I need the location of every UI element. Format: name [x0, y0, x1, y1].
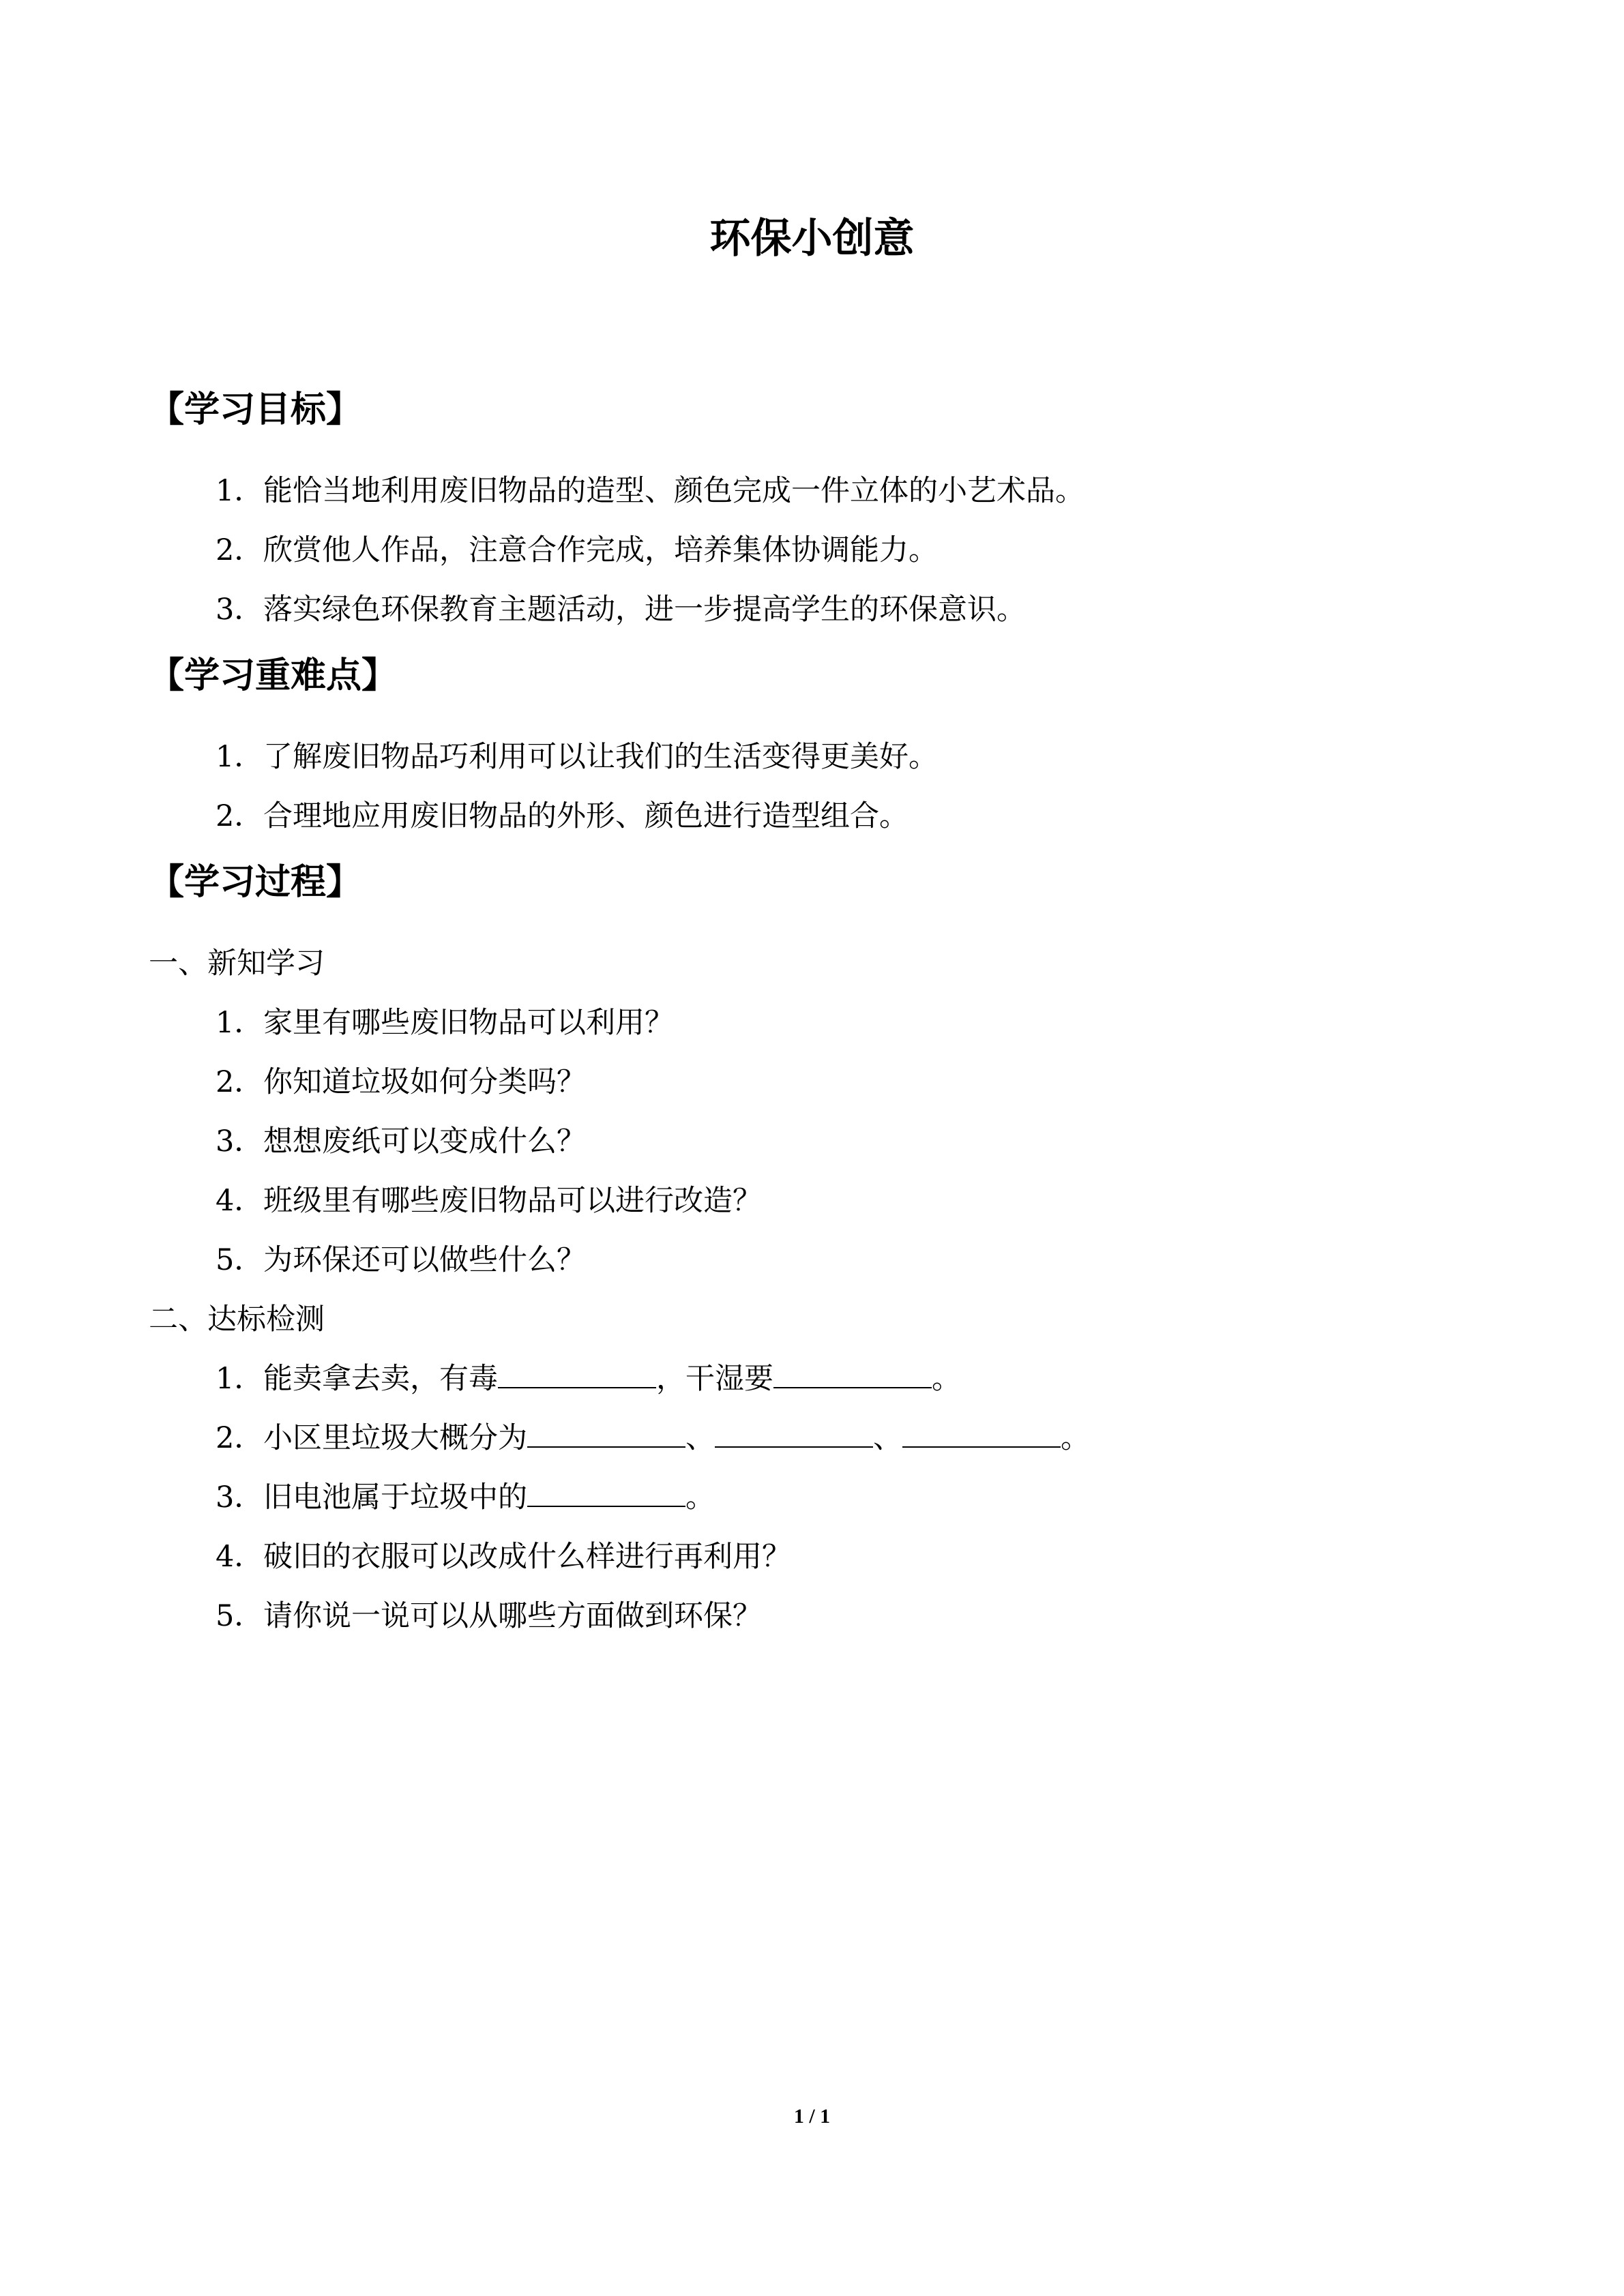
- item-text: 请你说一说可以从哪些方面做到环保？: [263, 1599, 762, 1633]
- question-item: [216, 1180, 762, 1221]
- item-text: 为环保还可以做些什么？: [263, 1243, 586, 1277]
- question-item: [216, 1596, 762, 1637]
- item-number: 3．: [216, 1480, 264, 1515]
- item-text: 能恰当地利用废旧物品的造型、颜色完成一件立体的小艺术品。: [263, 474, 1084, 508]
- question-text: ，干湿要: [656, 1362, 773, 1396]
- item-number: 2．: [216, 1421, 264, 1455]
- question-item: [216, 1002, 674, 1043]
- key-point-item: [216, 796, 909, 837]
- page-title: 环保小创意: [709, 215, 915, 263]
- item-number: 2．: [216, 799, 264, 833]
- subheading-new-knowledge: 一、新知学习: [149, 946, 325, 981]
- question-item: [216, 1121, 586, 1162]
- item-text: 合理地应用废旧物品的外形、颜色进行造型组合。: [263, 799, 909, 833]
- item-text: 破旧的衣服可以改成什么样进行再利用？: [263, 1540, 791, 1574]
- answer-blank: [498, 1361, 656, 1388]
- item-number: 3．: [216, 593, 264, 627]
- fill-blank-question: [216, 1358, 961, 1399]
- item-text: 家里有哪些废旧物品可以利用？: [263, 1006, 674, 1040]
- section-heading-process: 【学习过程】: [149, 862, 362, 903]
- item-number: 3．: [216, 1124, 264, 1159]
- item-text: 了解废旧物品巧利用可以让我们的生活变得更美好。: [263, 740, 938, 774]
- item-number: 5．: [216, 1599, 264, 1633]
- item-number: 2．: [216, 533, 264, 567]
- item-text: 想想废纸可以变成什么？: [263, 1124, 586, 1159]
- page-number: 1 / 1: [793, 2105, 831, 2128]
- question-text: 。: [1061, 1421, 1090, 1455]
- item-number: 2．: [216, 1065, 264, 1099]
- item-text: 欣赏他人作品，注意合作完成，培养集体协调能力。: [263, 533, 938, 567]
- question-text: 。: [685, 1480, 715, 1515]
- item-number: 1．: [216, 740, 264, 774]
- subheading-assessment: 二、达标检测: [149, 1302, 325, 1337]
- item-number: 1．: [216, 1362, 264, 1396]
- fill-blank-question: [216, 1418, 1090, 1459]
- objective-item: [216, 589, 1026, 630]
- question-item: [216, 1240, 586, 1281]
- item-text: 班级里有哪些废旧物品可以进行改造？: [263, 1184, 762, 1218]
- question-text: 旧电池属于垃圾中的: [263, 1480, 527, 1515]
- item-text: 你知道垃圾如何分类吗？: [263, 1065, 586, 1099]
- question-text: 能卖拿去卖，有毒: [263, 1362, 498, 1396]
- question-text: 。: [932, 1362, 961, 1396]
- answer-blank: [902, 1420, 1061, 1448]
- item-number: 4．: [216, 1184, 264, 1218]
- fill-blank-question: [216, 1477, 715, 1518]
- item-text: 落实绿色环保教育主题活动，进一步提高学生的环保意识。: [263, 593, 1026, 627]
- answer-blank: [527, 1420, 685, 1448]
- section-heading-key-points: 【学习重难点】: [149, 655, 398, 696]
- answer-blank: [527, 1480, 685, 1507]
- question-text: 小区里垃圾大概分为: [263, 1421, 527, 1455]
- question-item: [216, 1062, 586, 1103]
- answer-blank: [715, 1420, 873, 1448]
- objective-item: [216, 530, 938, 571]
- question-item: [216, 1536, 791, 1577]
- item-number: 4．: [216, 1540, 264, 1574]
- key-point-item: [216, 736, 938, 777]
- question-text: 、: [685, 1421, 715, 1455]
- section-heading-objectives: 【学习目标】: [149, 389, 362, 430]
- item-number: 5．: [216, 1243, 264, 1277]
- question-text: 、: [873, 1421, 902, 1455]
- answer-blank: [773, 1361, 932, 1388]
- item-number: 1．: [216, 474, 264, 508]
- objective-item: [216, 471, 1084, 511]
- item-number: 1．: [216, 1006, 264, 1040]
